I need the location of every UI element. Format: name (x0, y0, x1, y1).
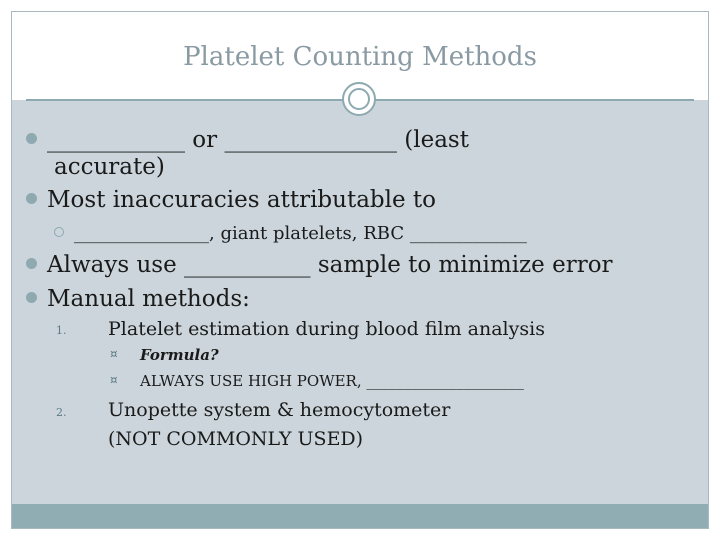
bullet-dot-icon (26, 133, 37, 144)
footer-band (12, 504, 708, 528)
bullet-continuation: accurate) (54, 154, 165, 180)
slide (11, 11, 709, 529)
bullet-item (26, 186, 436, 214)
bullet-text: Manual methods: (47, 286, 250, 312)
sub-item-text: ALWAYS USE HIGH POWER, _____________________ (140, 372, 524, 390)
list-number: 2. (56, 406, 67, 419)
numbered-item-text: Unopette system & hemocytometer (108, 399, 451, 421)
sub-bullet-text: _______________, giant platelets, RBC _____________ (74, 223, 527, 244)
divider-circle-icon (342, 82, 376, 116)
bullet-item (26, 285, 250, 313)
bullet-dot-icon (26, 292, 37, 303)
star-bullet-icon: ¤ (110, 347, 118, 361)
bullet-dot-icon (26, 258, 37, 269)
sub-item-text: Formula? (140, 346, 219, 364)
bullet-text: ____________ or _______________ (least (47, 127, 469, 153)
numbered-item-text: Platelet estimation during blood film analysis (108, 318, 545, 340)
bullet-text: Most inaccuracies attributable to (47, 187, 437, 213)
bullet-ring-icon (54, 227, 64, 237)
sub-bullet-item (54, 222, 527, 246)
slide-title: Platelet Counting Methods (183, 42, 537, 72)
numbered-item-continuation: (NOT COMMONLY USED) (108, 428, 364, 450)
star-bullet-icon: ¤ (110, 373, 118, 387)
bullet-item (26, 251, 613, 279)
bullet-text: Always use ___________ sample to minimize error (47, 252, 613, 278)
bullet-dot-icon (26, 193, 37, 204)
bullet-item (26, 126, 469, 154)
list-number: 1. (56, 324, 67, 337)
